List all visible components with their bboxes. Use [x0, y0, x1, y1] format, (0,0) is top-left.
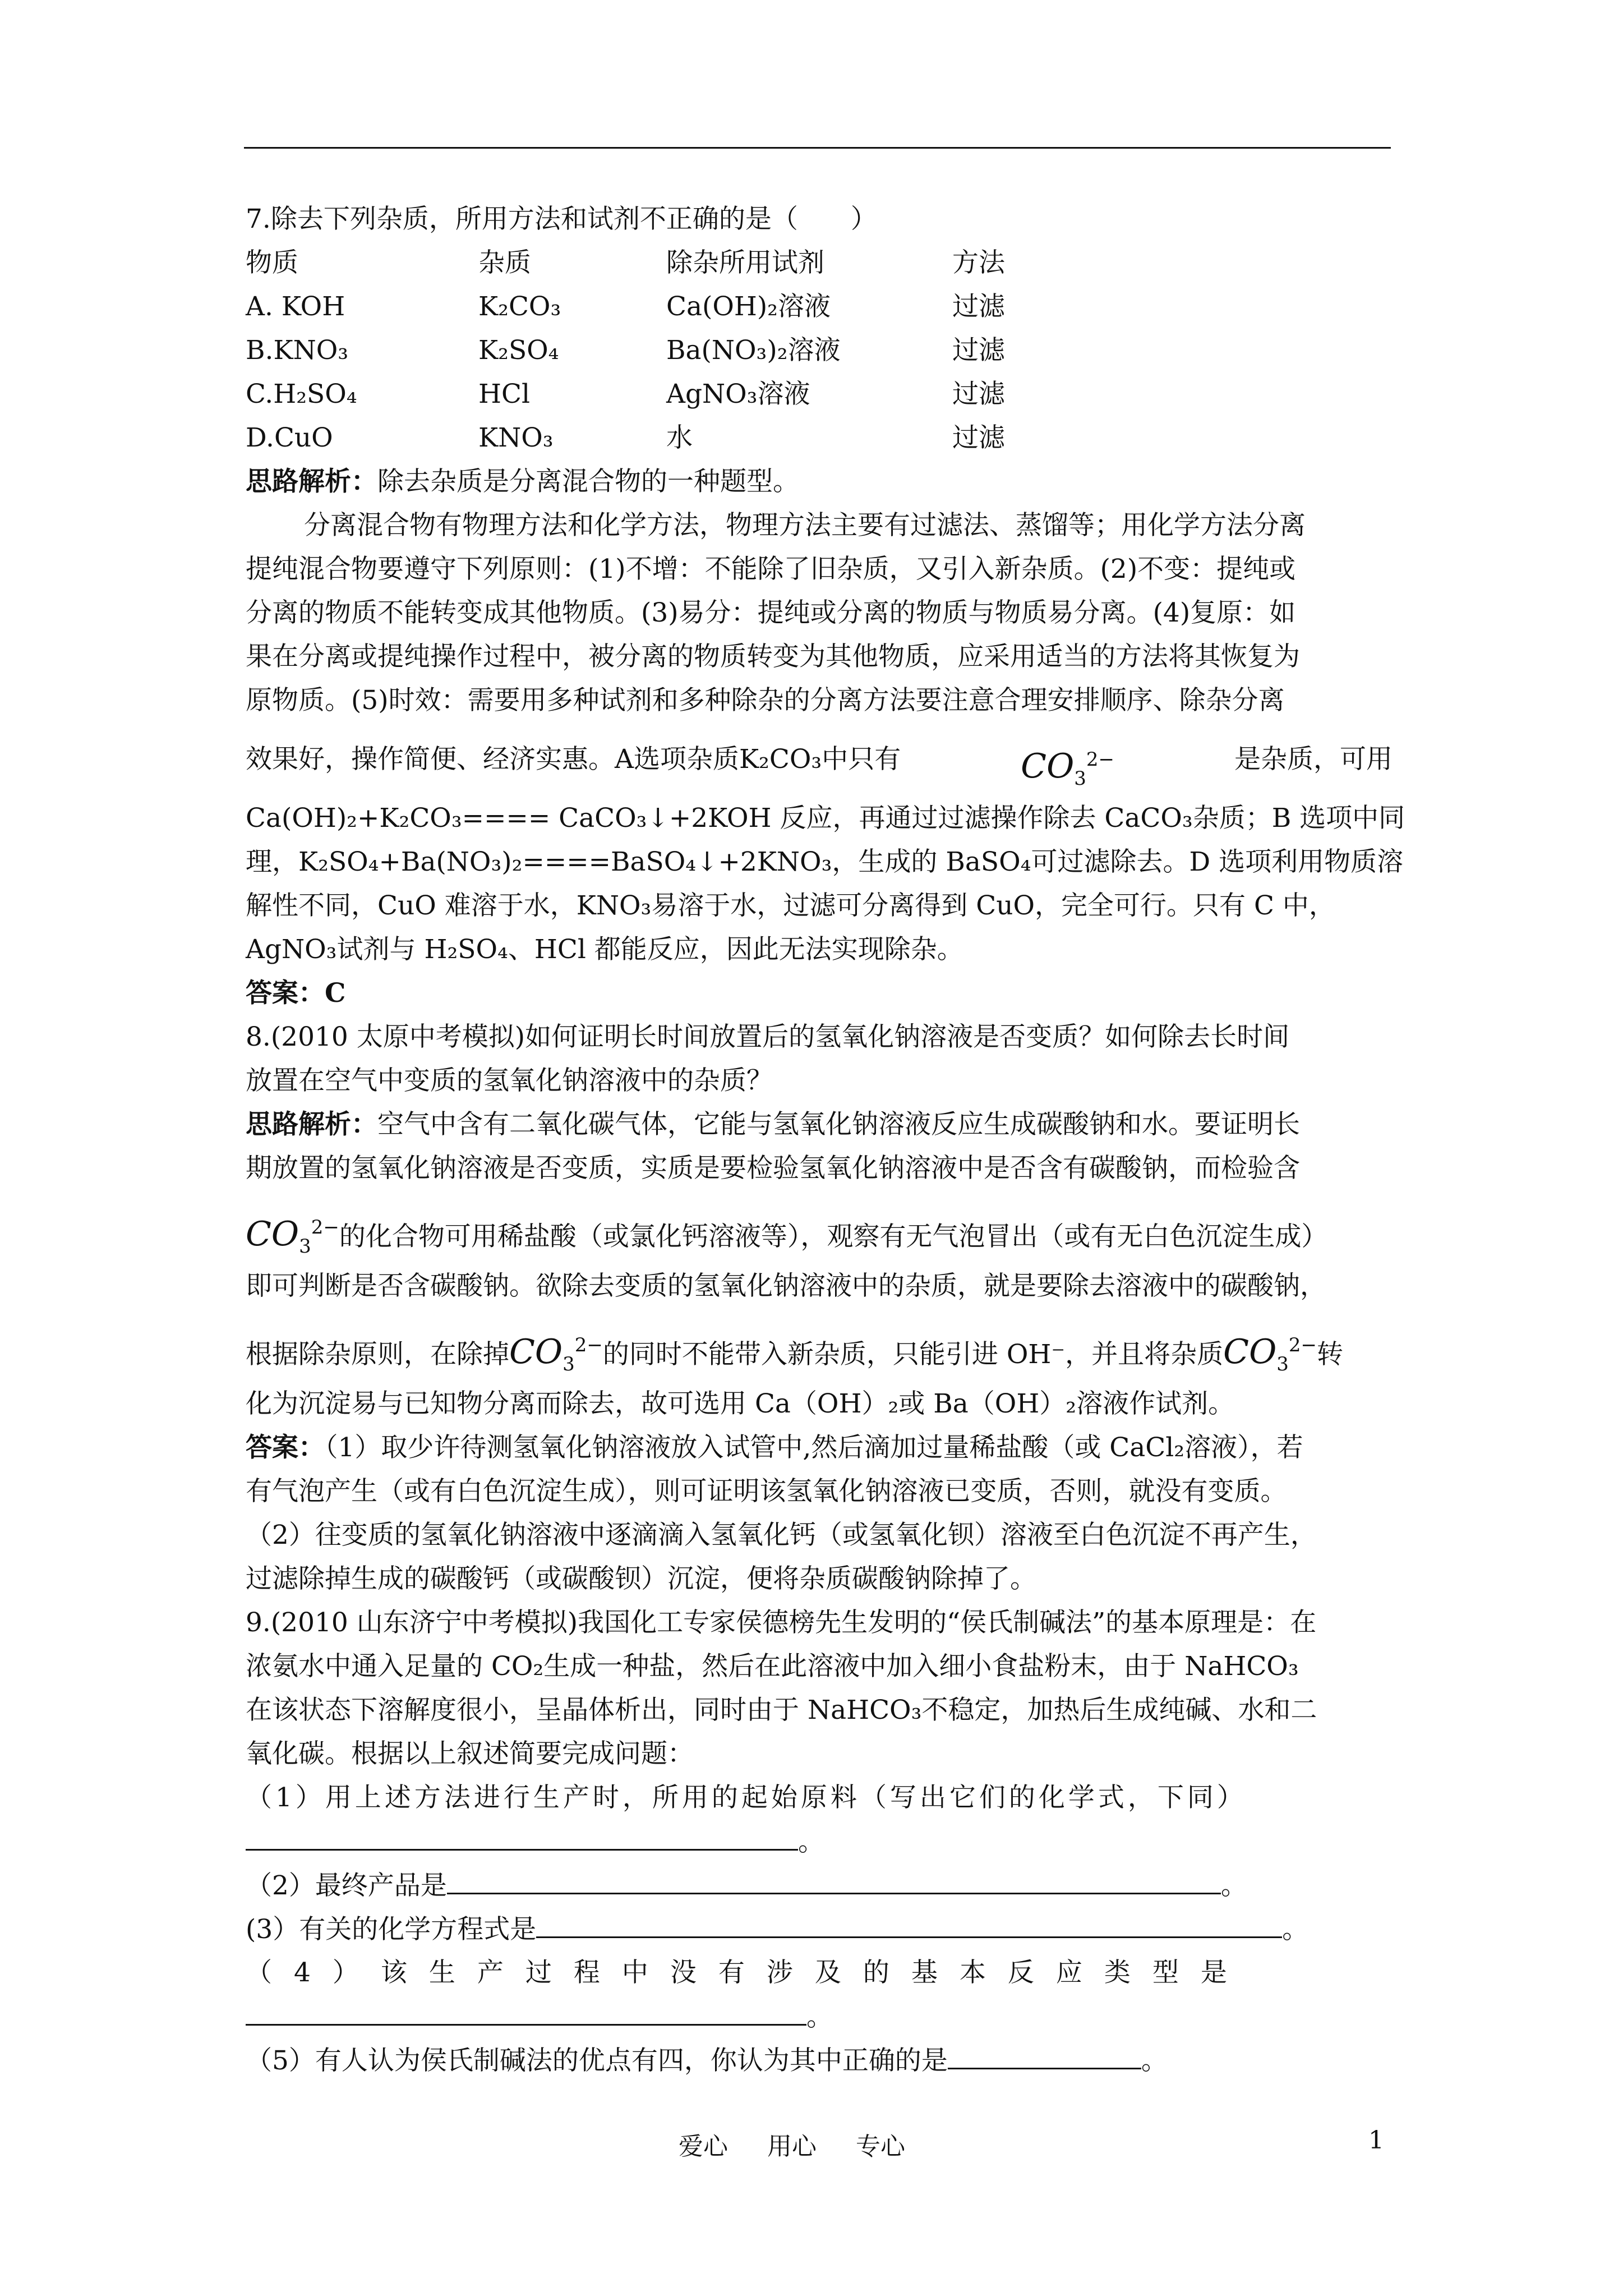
table-cell: 水	[666, 422, 693, 453]
answer-blank[interactable]	[246, 1995, 806, 2026]
analysis-line: 期放置的氢氧化钠溶液是否变质，实质是要检验氢氧化钠溶液中是否含有碳酸钠，而检验含	[246, 1153, 1300, 1184]
col-header: 物质	[246, 247, 298, 278]
ion-charge: 2−	[311, 1216, 339, 1239]
col-header: 除杂所用试剂	[666, 247, 824, 278]
analysis-line-with-ion	[246, 1308, 1393, 1382]
q9-subquestion-2	[246, 1864, 1393, 1907]
end-mark: 。	[798, 1826, 824, 1857]
subquestion-text: (3）有关的化学方程式是	[246, 1914, 537, 1945]
header-rule	[244, 147, 1391, 149]
q9-subquestion-3	[246, 1907, 1393, 1951]
analysis-line: AgNO₃试剂与 H₂SO₄、HCl 都能反应，因此无法实现除杂。	[246, 934, 963, 965]
answer-value: C	[325, 978, 346, 1009]
carbonate-ion	[246, 1214, 339, 1258]
end-mark: 。	[1141, 2045, 1168, 2076]
col-header: 方法	[952, 247, 1005, 278]
ion-subscript: 3	[1074, 767, 1086, 790]
answer-blank[interactable]	[447, 1864, 1221, 1894]
q8-stem-line: 放置在空气中变质的氢氧化钠溶液中的杂质？	[246, 1065, 773, 1096]
end-mark: 。	[806, 2001, 833, 2032]
table-cell: AgNO₃溶液	[666, 379, 810, 409]
answer-blank[interactable]	[948, 2039, 1141, 2069]
q9-stem-line: 浓氨水中通入足量的 CO₂生成一种盐，然后在此溶液中加入细小食盐粉末，由于 NaHCO₃	[246, 1651, 1299, 1682]
q9-stem-line: 在该状态下溶解度很小，呈晶体析出，同时由于 NaHCO₃不稳定，加热后生成纯碱、水和二	[246, 1695, 1317, 1726]
answer-label: 答案：	[246, 1432, 325, 1463]
motto-word: 用心	[767, 2132, 817, 2161]
q8-answer-line: 有气泡产生（或有白色沉淀生成），则可证明该氢氧化钠溶液已变质，否则，就没有变质。	[246, 1476, 1287, 1507]
analysis-line: 原物质。(5)时效：需要用多种试剂和多种除杂的分离方法要注意合理安排顺序、除杂分离	[246, 685, 1285, 716]
ion-base: CO	[246, 1214, 299, 1254]
q7-stem: 7.除去下列杂质，所用方法和试剂不正确的是（ ）	[246, 204, 877, 234]
ion-charge: 2−	[1086, 748, 1115, 771]
q7-option-row	[246, 285, 1393, 329]
q9-answer-blank-1	[246, 1820, 1393, 1864]
answer-text: （1）取少许待测氢氧化钠溶液放入试管中,然后滴加过量稀盐酸（或 CaCl₂溶液），若	[325, 1432, 1303, 1463]
q9-subquestion-4: （4）该生产过程中没有涉及的基本反应类型是	[246, 1957, 1249, 1988]
motto-word: 爱心	[679, 2132, 728, 2161]
ion-subscript: 3	[299, 1235, 311, 1258]
table-cell: 过滤	[952, 335, 1005, 366]
table-cell: 过滤	[952, 422, 1005, 453]
col-header: 杂质	[478, 247, 531, 278]
analysis-line: Ca(OH)₂+K₂CO₃==== CaCO₃↓+2KOH 反应，再通过过滤操作除去 CaCO₃杂质；B 选项中同	[246, 803, 1405, 834]
q8-answer-line: 过滤除掉生成的碳酸钙（或碳酸钡）沉淀，便将杂质碳酸钠除掉了。	[246, 1563, 1036, 1594]
table-cell: D.CuO	[246, 422, 333, 453]
q8-answer-line: （2）往变质的氢氧化钠溶液中逐滴滴入氢氧化钙（或氢氧化钡）溶液至白色沉淀不再产生，	[246, 1520, 1317, 1550]
carbonate-ion	[1021, 723, 1114, 797]
table-cell: 过滤	[952, 291, 1005, 322]
analysis-line: 分离的物质不能转变成其他物质。(3)易分：提纯或分离的物质与物质易分离。(4)复原：如	[246, 597, 1296, 628]
analysis-line: 提纯混合物要遵守下列原则：(1)不增：不能除了旧杂质，又引入新杂质。(2)不变：提纯或	[246, 554, 1296, 585]
subquestion-text: （2）最终产品是	[246, 1870, 447, 1901]
q8-answer-line	[246, 1426, 1393, 1470]
ion-base: CO	[1223, 1332, 1277, 1372]
q7-table-header	[246, 241, 1393, 285]
table-cell: HCl	[478, 379, 530, 409]
analysis-text: 效果好，操作简便、经济实惠。A选项杂质K₂CO₃中只有	[246, 744, 901, 775]
table-cell: K₂SO₄	[478, 335, 559, 366]
q7-option-row	[246, 372, 1393, 416]
q7-option-row	[246, 329, 1393, 372]
analysis-line: 化为沉淀易与已知物分离而除去，故可选用 Ca（OH）₂或 Ba（OH）₂溶液作试剂。	[246, 1388, 1235, 1419]
motto-word: 专心	[856, 2132, 905, 2161]
answer-blank[interactable]	[246, 1820, 798, 1851]
page-number: 1	[1368, 2126, 1384, 2155]
analysis-label: 思路解析：	[246, 466, 377, 497]
ion-base: CO	[509, 1332, 563, 1372]
carbonate-ion	[509, 1332, 603, 1375]
carbonate-ion	[1223, 1332, 1317, 1375]
table-cell: C.H₂SO₄	[246, 379, 357, 409]
q7-option-row	[246, 416, 1393, 460]
analysis-text: 根据除杂原则，在除掉	[246, 1339, 509, 1370]
answer-label: 答案：	[246, 978, 325, 1009]
table-cell: 过滤	[952, 379, 1005, 409]
q8-stem-line: 8.(2010 太原中考模拟)如何证明长时间放置后的氢氧化钠溶液是否变质？如何除去长时间	[246, 1022, 1290, 1052]
analysis-line: 解性不同，CuO 难溶于水，KNO₃易溶于水，过滤可分离得到 CuO，完全可行。只有 C 中，	[246, 890, 1335, 921]
table-cell: Ba(NO₃)₂溶液	[666, 335, 841, 366]
table-cell: KNO₃	[478, 422, 554, 453]
ion-subscript: 3	[562, 1353, 575, 1375]
ion-charge: 2−	[574, 1334, 603, 1356]
q7-answer	[246, 972, 1393, 1015]
answer-blank[interactable]	[536, 1907, 1282, 1938]
q9-stem-line: 氧化碳。根据以上叙述简要完成问题：	[246, 1738, 694, 1769]
analysis-line: 理，K₂SO₄+Ba(NO₃)₂====BaSO₄↓+2KNO₃，生成的 BaSO₄可过滤除去。D 选项利用物质溶	[246, 846, 1404, 877]
end-mark: 。	[1282, 1914, 1309, 1945]
table-cell: A. KOH	[246, 291, 345, 322]
q9-subquestion-1: （1）用上述方法进行生产时，所用的起始原料（写出它们的化学式，下同）	[246, 1782, 1247, 1813]
ion-subscript: 3	[1276, 1353, 1289, 1375]
analysis-text: 空气中含有二氧化碳气体，它能与氢氧化钠溶液反应生成碳酸钠和水。要证明长	[377, 1109, 1300, 1140]
analysis-line-with-ion	[246, 1190, 1393, 1264]
analysis-line: 果在分离或提纯操作过程中，被分离的物质转变为其他物质，应采用适当的方法将其恢复为	[246, 641, 1300, 672]
analysis-line-with-ion	[246, 723, 1393, 797]
table-cell: K₂CO₃	[478, 291, 561, 322]
ion-base: CO	[1021, 747, 1075, 786]
analysis-text: 的化合物可用稀盐酸（或氯化钙溶液等），观察有无气泡冒出（或有无白色沉淀生成）	[339, 1221, 1328, 1252]
table-cell: Ca(OH)₂溶液	[666, 291, 831, 322]
footer-motto	[679, 2126, 944, 2162]
q7-analysis-intro	[246, 460, 1393, 504]
analysis-line: 即可判断是否含碳酸钠。欲除去变质的氢氧化钠溶液中的杂质，就是要除去溶液中的碳酸钠，	[246, 1271, 1326, 1301]
analysis-label: 思路解析：	[246, 1109, 377, 1140]
analysis-text: 除去杂质是分离混合物的一种题型。	[377, 466, 799, 497]
q8-analysis-intro	[246, 1103, 1393, 1147]
ion-charge: 2−	[1288, 1334, 1317, 1356]
analysis-text: 是杂质，可用	[1234, 744, 1393, 775]
q9-stem-line: 9.(2010 山东济宁中考模拟)我国化工专家侯德榜先生发明的“侯氏制碱法”的基本原理是：在	[246, 1607, 1317, 1638]
q9-answer-blank-4	[246, 1995, 1393, 2039]
analysis-line: 分离混合物有物理方法和化学方法，物理方法主要有过滤法、蒸馏等；用化学方法分离	[304, 510, 1306, 541]
analysis-text: 的同时不能带入新杂质，只能引进 OH⁻，并且将杂质	[602, 1339, 1224, 1370]
end-mark: 。	[1220, 1870, 1247, 1901]
subquestion-text: （5）有人认为侯氏制碱法的优点有四，你认为其中正确的是	[246, 2045, 948, 2076]
q9-subquestion-5	[246, 2039, 1393, 2082]
table-cell: B.KNO₃	[246, 335, 349, 366]
page-body	[246, 197, 1405, 2082]
analysis-text: 转	[1317, 1339, 1344, 1370]
